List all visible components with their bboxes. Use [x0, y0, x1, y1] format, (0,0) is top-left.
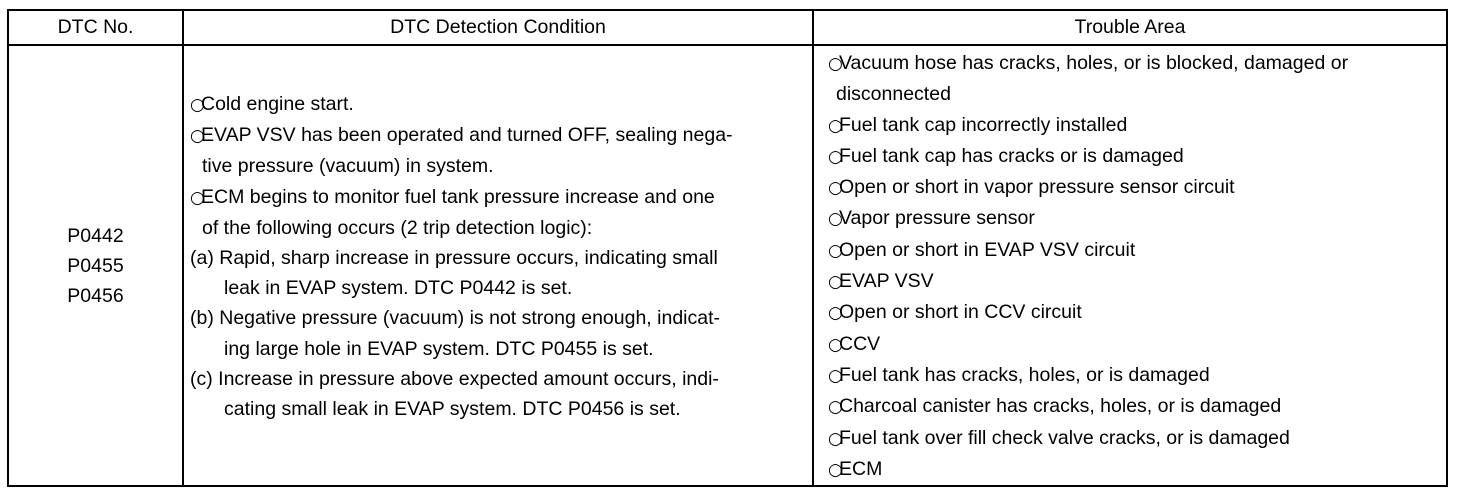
condition-continuation: of the following occurs (2 trip detection logic): [202, 216, 593, 239]
header-trouble-area: Trouble Area [813, 10, 1447, 45]
header-detection-condition: DTC Detection Condition [183, 10, 813, 45]
trouble-text: CCV [839, 332, 881, 355]
trouble-text: Open or short in EVAP VSV circuit [839, 238, 1136, 261]
trouble-item [828, 172, 1438, 203]
condition-continuation: ing large hole in EVAP system. DTC P0455 is set. [224, 337, 654, 360]
trouble-text: EVAP VSV [839, 270, 934, 293]
circle-bullet-icon: ○ [190, 95, 205, 115]
trouble-item [828, 454, 1438, 485]
trouble-item [828, 141, 1438, 172]
condition-sub-item: (a) Rapid, sharp increase in pressure occurs, indicating small [190, 247, 718, 270]
dtc-table [7, 9, 1448, 487]
circle-bullet-icon: ○ [828, 459, 843, 480]
trouble-area-cell [813, 45, 1447, 486]
trouble-item [828, 203, 1438, 234]
condition-sub-item: (b) Negative pressure (vacuum) is not strong enough, indicat- [190, 307, 721, 330]
detection-condition-cell [183, 45, 813, 486]
condition-continuation: cating small leak in EVAP system. DTC P0456 is set. [224, 398, 681, 421]
header-row [8, 10, 1447, 45]
trouble-item [828, 266, 1438, 297]
trouble-text: Open or short in CCV circuit [839, 301, 1082, 324]
circle-bullet-icon: ○ [828, 115, 843, 136]
circle-bullet-icon: ○ [828, 365, 843, 386]
dtc-code: P0442 [67, 224, 124, 247]
trouble-item [828, 48, 1438, 79]
circle-bullet-icon: ○ [828, 303, 843, 324]
condition-text: ECM begins to monitor fuel tank pressure increase and one [201, 185, 715, 208]
trouble-item [828, 297, 1438, 328]
trouble-continuation: disconnected [836, 83, 951, 106]
dtc-number-cell [8, 45, 183, 486]
circle-bullet-icon: ○ [828, 240, 843, 261]
condition-item [190, 120, 804, 151]
circle-bullet-icon: ○ [828, 209, 843, 230]
condition-continuation: tive pressure (vacuum) in system. [202, 155, 494, 178]
trouble-text: Charcoal canister has cracks, holes, or is damaged [839, 395, 1282, 418]
circle-bullet-icon: ○ [828, 272, 843, 293]
trouble-item [828, 360, 1438, 391]
condition-text: EVAP VSV has been operated and turned OFF, sealing nega- [201, 124, 733, 147]
condition-sub-item: (c) Increase in pressure above expected amount occurs, indi- [190, 367, 719, 390]
condition-item [190, 182, 804, 213]
trouble-item [828, 235, 1438, 266]
trouble-item [828, 423, 1438, 454]
trouble-text: Vapor pressure sensor [839, 207, 1035, 230]
table-row [8, 45, 1447, 486]
trouble-text: Fuel tank has cracks, holes, or is damaged [839, 363, 1210, 386]
condition-text: Cold engine start. [201, 93, 354, 115]
trouble-text: Fuel tank cap has cracks or is damaged [839, 144, 1184, 167]
trouble-text: Fuel tank cap incorrectly installed [839, 113, 1128, 136]
trouble-text: Vacuum hose has cracks, holes, or is blocked, damaged or [839, 52, 1349, 74]
circle-bullet-icon: ○ [828, 54, 843, 74]
circle-bullet-icon: ○ [828, 146, 843, 167]
circle-bullet-icon: ○ [190, 126, 205, 147]
circle-bullet-icon: ○ [828, 428, 843, 449]
circle-bullet-icon: ○ [190, 187, 205, 208]
circle-bullet-icon: ○ [828, 334, 843, 355]
trouble-item [828, 391, 1438, 422]
trouble-item [828, 110, 1438, 141]
dtc-code: P0455 [67, 254, 124, 277]
trouble-text: Open or short in vapor pressure sensor circuit [839, 176, 1235, 199]
trouble-text: ECM [839, 457, 883, 480]
dtc-code: P0456 [67, 284, 124, 307]
condition-continuation: leak in EVAP system. DTC P0442 is set. [224, 277, 573, 300]
circle-bullet-icon: ○ [828, 178, 843, 199]
trouble-text: Fuel tank over fill check valve cracks, or is damaged [839, 426, 1290, 449]
header-dtc-no: DTC No. [8, 10, 183, 45]
condition-item [190, 89, 804, 120]
trouble-item [828, 329, 1438, 360]
circle-bullet-icon: ○ [828, 397, 843, 418]
